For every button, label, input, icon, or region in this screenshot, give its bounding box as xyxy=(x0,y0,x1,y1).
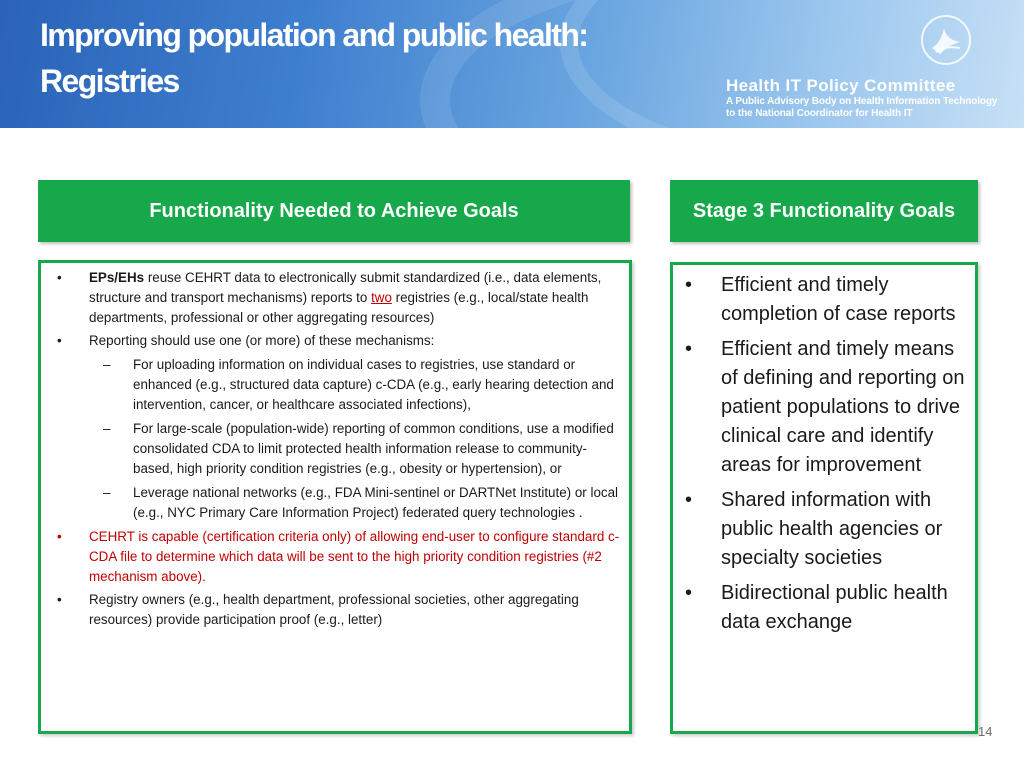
bullet-icon: • xyxy=(685,338,693,360)
goal-text: Efficient and timely completion of case reports xyxy=(721,274,956,325)
sub-item-text: For large-scale (population-wide) reporting of common conditions, use a modified consolidated CDA to limit protected health information release to community-based, high priority condition registries (e.g., obesity or hypertension), or xyxy=(133,421,614,476)
item-text: Registry owners (e.g., health department, professional societies, other aggregating resources) provide participation proof (e.g., letter) xyxy=(89,592,579,627)
title-line-1: Improving population and public health: xyxy=(40,17,588,53)
item-text: Reporting should use one (or more) of these mechanisms: xyxy=(89,333,435,348)
goal-item xyxy=(685,579,971,637)
dash-icon: – xyxy=(103,357,111,372)
goal-text: Shared information with public health agencies or specialty societies xyxy=(721,489,943,569)
goal-item xyxy=(685,271,971,329)
goal-item xyxy=(685,335,971,480)
list-item-highlight xyxy=(51,527,621,587)
dash-icon: – xyxy=(103,421,111,436)
goal-text: Efficient and timely means of defining and reporting on patient populations to drive clinical care and identify areas for improvement xyxy=(721,338,965,476)
bullet-icon: • xyxy=(57,270,62,285)
slide-header xyxy=(0,0,1024,128)
org-block xyxy=(726,76,997,120)
item-bold: EPs/EHs xyxy=(89,270,145,285)
sub-list-item xyxy=(89,419,621,479)
list-item xyxy=(51,268,621,328)
sub-item-text: For uploading information on individual cases to registries, use standard or enhanced (e.g., structured data capture) c-CDA (e.g., early hearing detection and intervention, cancer, or healthcare associated infections), xyxy=(133,357,614,412)
item-text-end: registries (e.g., local/state health departments, professional or other aggregating resources) xyxy=(89,290,589,325)
list-item xyxy=(51,331,621,523)
page-number: 14 xyxy=(978,724,993,739)
left-heading: Functionality Needed to Achieve Goals xyxy=(38,180,630,242)
bullet-icon: • xyxy=(685,582,693,604)
dash-icon: – xyxy=(103,485,111,500)
bullet-icon: • xyxy=(57,592,62,607)
org-subtitle-2: to the National Coordinator for Health IT xyxy=(726,108,913,119)
item-underlined: two xyxy=(371,290,392,305)
sub-item-text: Leverage national networks (e.g., FDA Mini-sentinel or DARTNet Institute) or local (e.g., NYC Primary Care Information Project) federated query technologies . xyxy=(133,485,619,520)
bullet-icon: • xyxy=(57,333,62,348)
list-item xyxy=(51,590,621,630)
item-text: CEHRT is capable (certification criteria only) of allowing end-user to configure standard c-CDA file to determine which data will be sent to the high priority condition registries (#2 mechanism above). xyxy=(89,529,620,584)
org-subtitle-1: A Public Advisory Body on Health Information Technology xyxy=(726,96,998,107)
goals-list xyxy=(685,271,971,643)
bullet-icon: • xyxy=(685,489,693,511)
goals-panel xyxy=(670,262,978,734)
functionality-panel xyxy=(38,260,632,734)
mechanism-list xyxy=(89,355,621,523)
goal-text: Bidirectional public health data exchange xyxy=(721,582,948,633)
title-line-2: Registries xyxy=(40,63,179,99)
sub-list-item xyxy=(89,355,621,415)
sub-list-item xyxy=(89,483,621,523)
goal-item xyxy=(685,486,971,573)
right-heading: Stage 3 Functionality Goals xyxy=(670,180,978,242)
item-text: reuse CEHRT data to electronically submit standardized (i.e., data elements, structure and transport mechanisms) reports to xyxy=(89,270,602,305)
bullet-icon: • xyxy=(57,529,62,544)
functionality-list xyxy=(51,268,621,633)
org-name: Health IT Policy Committee xyxy=(726,76,956,95)
hhs-eagle-icon xyxy=(920,14,972,66)
bullet-icon: • xyxy=(685,274,693,296)
slide-title xyxy=(40,12,700,104)
